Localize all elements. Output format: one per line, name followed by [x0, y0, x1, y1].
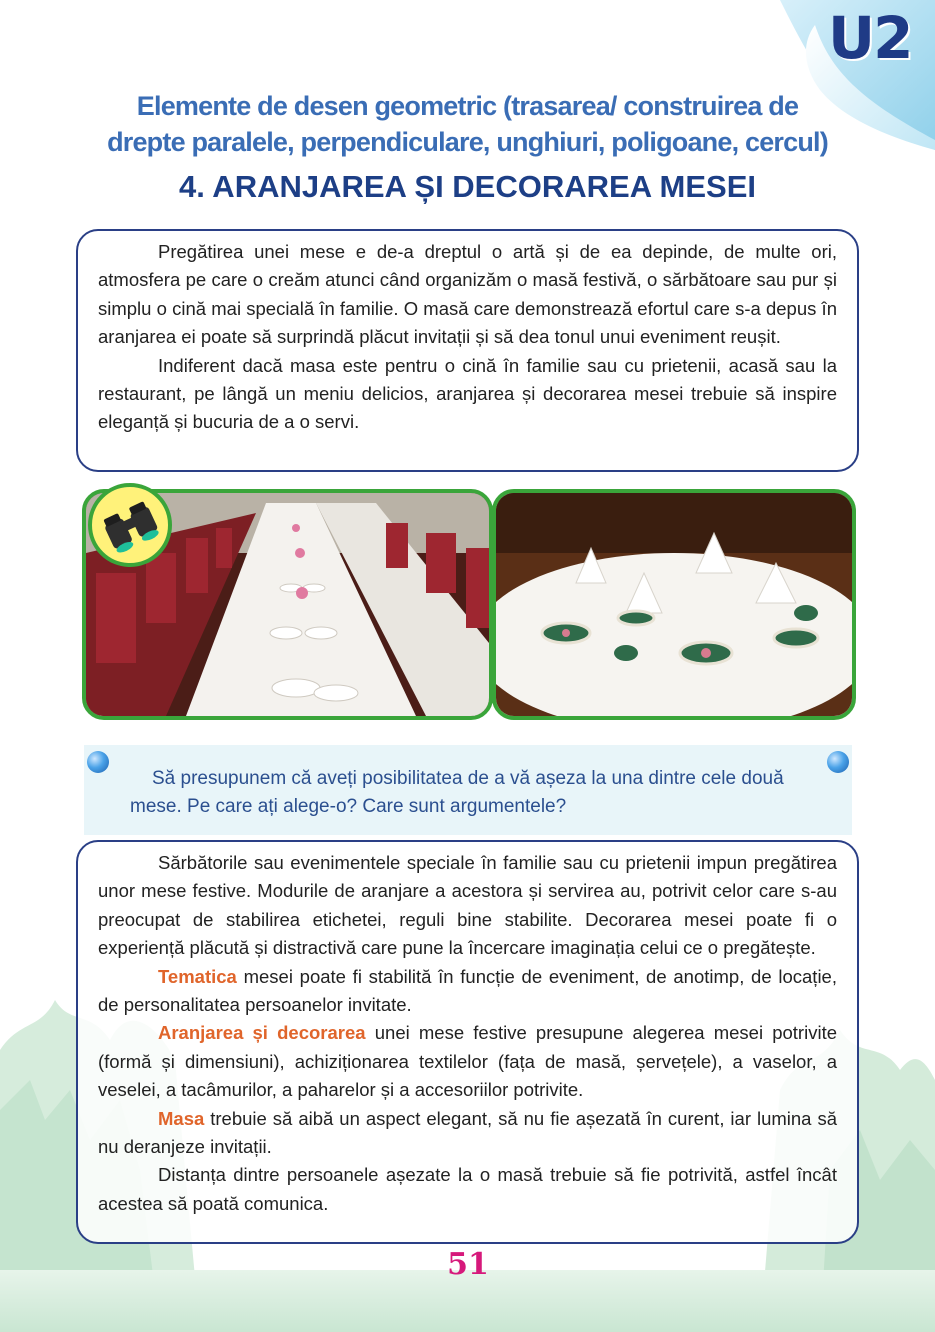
content-paragraph-3: [98, 1019, 837, 1104]
content-paragraph-4: [98, 1105, 837, 1162]
bead-left-icon: [87, 751, 109, 773]
content-paragraph-2: [98, 963, 837, 1020]
lesson-subtitle: [80, 88, 855, 160]
content-paragraph-2-text: mesei poate fi stabilită în funcție de eveniment, de anotimp, de locație, de personalitatea persoanelor invitate.: [98, 965, 837, 1016]
content-paragraph-4-text: trebuie să aibă un aspect elegant, să nu fie așezată în curent, iar lumina să nu deranjeze invitații.: [98, 1107, 837, 1158]
unit-label: U2: [828, 4, 912, 72]
intro-paragraph-1: Pregătirea unei mese e de-a dreptul o artă și de ea depinde, de multe ori, atmosfera pe care o creăm atunci când organizăm o masă festivă, o sărbătoare sau pur și simplu o cină mai specială în familie. O masă care demonstrează efortul care s-a depus în aranjarea ei poate să surprindă plăcut invitații și să dea tonul unui eveniment reușit.: [98, 241, 837, 348]
subtitle-line-1: Elemente de desen geometric (trasarea/ construirea de: [136, 91, 799, 121]
question-panel: [84, 745, 852, 835]
content-paragraph-1: Sărbătorile sau evenimentele speciale în familie sau cu prietenii impun pregătirea unor mese festive. Modurile de aranjare a acestora și servirea au, potrivit celor care s-au preocupat de stabilirea etichetei, reguli bine stabilite. Decorarea mesei poate fi o experiență plăcută și distractivă care pune la încercare imaginația celui ce o pregătește.: [98, 852, 837, 959]
page-title: 4. ARANJAREA ȘI DECORAREA MESEI: [178, 169, 757, 204]
bead-right-icon: [827, 751, 849, 773]
content-paragraph-5: Distanța dintre persoanele așezate la o masă trebuie să fie potrivită, astfel încât acestea să poată comunica.: [98, 1164, 837, 1214]
keyword-tematica: Tematica: [158, 965, 237, 987]
content-paragraph-3-text: unei mese festive presupune alegerea mesei potrivite (formă și dimensiuni), achiziționarea textilelor (fața de masă, șervețele), a vaselor, a veselei, a tacâmurilor, a paharelor și a accesoriilor potrivite.: [98, 1022, 837, 1101]
binoculars-icon: [88, 483, 172, 567]
subtitle-line-2: drepte paralele, perpendiculare, unghiuri, poligoane, cercul): [107, 127, 828, 157]
intro-paragraph-2: Indiferent dacă masa este pentru o cină în familie sau cu prietenii, acasă sau la restaurant, pe lângă un meniu delicios, aranjarea și decorarea mesei trebuie să inspire eleganță și bucuria de a o servi.: [98, 354, 837, 433]
round-table-photo: [492, 489, 856, 720]
intro-text-box: [76, 229, 859, 472]
keyword-masa: Masa: [158, 1107, 205, 1129]
question-text: Să presupunem că aveți posibilitatea de a vă așeza la una dintre cele două mese. Pe care ați alege-o? Care sunt argumentele?: [130, 768, 784, 817]
content-text-box: [76, 840, 859, 1244]
keyword-aranjarea: Aranjarea și decorarea: [158, 1022, 366, 1044]
page-number: 51: [447, 1247, 489, 1282]
